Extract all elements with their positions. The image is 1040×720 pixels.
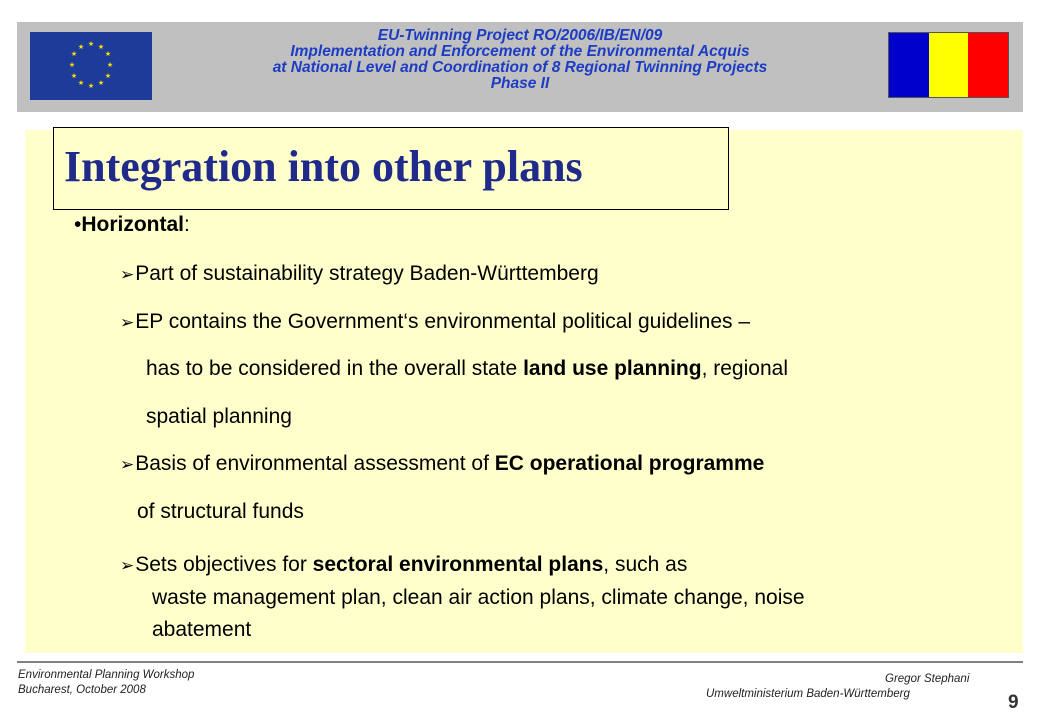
item-text: abatement — [152, 618, 252, 641]
list-item — [120, 452, 764, 476]
svg-text:★: ★ — [87, 82, 95, 90]
svg-text:★: ★ — [87, 40, 95, 48]
footer-workshop: Environmental Planning Workshop — [18, 669, 195, 681]
list-item-continuation — [146, 405, 292, 429]
footer-organization: Umweltministerium Baden-Württemberg — [706, 688, 910, 700]
item-text: spatial planning — [146, 405, 292, 428]
project-subtitle-line2: at National Level and Coordination of 8 Regional Twinning Projects — [272, 59, 768, 76]
list-item-continuation — [152, 618, 251, 642]
horizontal-label: Horizontal — [81, 213, 185, 236]
svg-text:★: ★ — [97, 43, 105, 51]
project-header — [160, 28, 880, 92]
item-text: Sets objectives for — [135, 553, 313, 576]
title-box — [53, 127, 729, 210]
horizontal-heading — [74, 213, 190, 237]
project-phase: Phase II — [490, 75, 550, 92]
svg-text:★: ★ — [104, 50, 112, 58]
footer-author: Gregor Stephani — [885, 673, 970, 685]
list-item — [120, 310, 750, 334]
item-text: EP contains the Government‘s environmental political guidelines – — [135, 310, 751, 333]
svg-text:★: ★ — [77, 43, 85, 51]
list-item-continuation — [137, 500, 304, 524]
page-number: 9 — [1008, 692, 1019, 713]
item-text: Part of sustainability strategy Baden-Württemberg — [135, 262, 599, 285]
item-text-bold: land use planning — [523, 357, 702, 380]
svg-text:★: ★ — [106, 61, 114, 69]
item-text-bold: EC operational programme — [494, 452, 765, 475]
arrow-bullet-icon: ➢ — [120, 313, 135, 332]
item-text-bold: sectoral environmental plans — [312, 553, 604, 576]
item-text: has to be considered in the overall state — [146, 357, 524, 380]
slide-title: Integration into other plans — [64, 142, 583, 191]
item-text: , such as — [603, 553, 688, 576]
list-item-continuation — [152, 586, 805, 610]
item-text: , regional — [701, 357, 788, 380]
svg-text:★: ★ — [68, 61, 76, 69]
item-text: waste management plan, clean air action plans, climate change, noise — [152, 586, 805, 609]
svg-text:★: ★ — [97, 79, 105, 87]
list-item — [120, 553, 687, 577]
bullet: • — [74, 213, 82, 236]
colon: : — [184, 213, 190, 236]
svg-text:★: ★ — [70, 50, 78, 58]
list-item-continuation — [146, 357, 788, 381]
arrow-bullet-icon: ➢ — [120, 265, 135, 284]
item-text: of structural funds — [137, 500, 304, 523]
svg-text:★: ★ — [77, 79, 85, 87]
project-subtitle-line1: Implementation and Enforcement of the Environmental Acquis — [290, 43, 750, 60]
footer-location-date: Bucharest, October 2008 — [18, 684, 146, 696]
svg-text:★: ★ — [70, 72, 78, 80]
eu-flag-icon — [30, 32, 152, 100]
romania-flag-icon — [888, 32, 1009, 98]
arrow-bullet-icon: ➢ — [120, 455, 135, 474]
arrow-bullet-icon: ➢ — [120, 556, 135, 575]
project-id: EU-Twinning Project RO/2006/IB/EN/09 — [377, 27, 663, 44]
list-item — [120, 262, 599, 286]
footer-divider — [17, 661, 1023, 663]
item-text: Basis of environmental assessment of — [135, 452, 495, 475]
svg-text:★: ★ — [104, 72, 112, 80]
